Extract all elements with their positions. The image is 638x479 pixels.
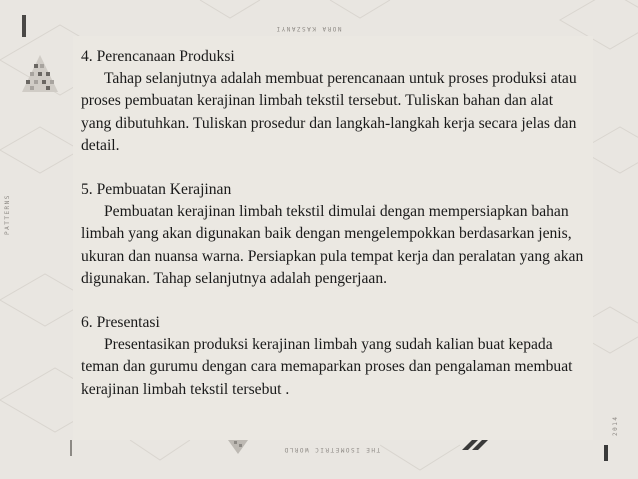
section-pembuatan-kerajinan bbox=[81, 179, 587, 290]
left-mosaic-triangle bbox=[22, 55, 58, 92]
bottom-right-dark-bar bbox=[604, 445, 608, 461]
top-credit-text: NORA KASZANYI bbox=[275, 25, 342, 32]
section-body: Presentasikan produksi kerajinan limbah yang sudah kalian buat kepada teman dan gurumu dengan cara memaparkan proses dan pengalaman membuat kerajinan limbah tekstil tersebut . bbox=[81, 336, 573, 398]
section-body: Tahap selanjutnya adalah membuat perencanaan untuk proses produksi atau proses pembuatan kerajinan limbah tekstil tersebut. Tuliskan bahan dan alat yang dibutuhkan. Tuliskan prosedur dan langkah-langkah kerja secara jelas dan detail. bbox=[81, 70, 577, 154]
bottom-small-triangle bbox=[228, 440, 248, 454]
bottom-credit-text: THE ISOMETRIC WORLD bbox=[283, 446, 381, 453]
section-body: Pembuatan kerajinan limbah tekstil dimulai dengan mempersiapkan bahan limbah yang akan digunakan baik dengan mengelempokkan berdasarkan jenis, ukuran dan nuansa warna. Persiapkan pula tempat kerja dan peralatan yang akan digunakan. Tahap selanjutnya adalah pengerjaan. bbox=[81, 203, 584, 287]
bottom-left-bar bbox=[70, 440, 72, 456]
section-heading: 5. Pembuatan Kerajinan bbox=[81, 181, 232, 199]
section-presentasi bbox=[81, 312, 587, 401]
section-heading: 4. Perencanaan Produksi bbox=[81, 48, 235, 65]
side-label-text: PATTERNS bbox=[4, 194, 11, 235]
section-heading: 6. Presentasi bbox=[81, 314, 160, 332]
left-dark-bar bbox=[22, 15, 26, 37]
content-card bbox=[73, 36, 593, 440]
year-text: 2014 bbox=[612, 415, 619, 436]
section-perencanaan-produksi bbox=[81, 46, 587, 157]
